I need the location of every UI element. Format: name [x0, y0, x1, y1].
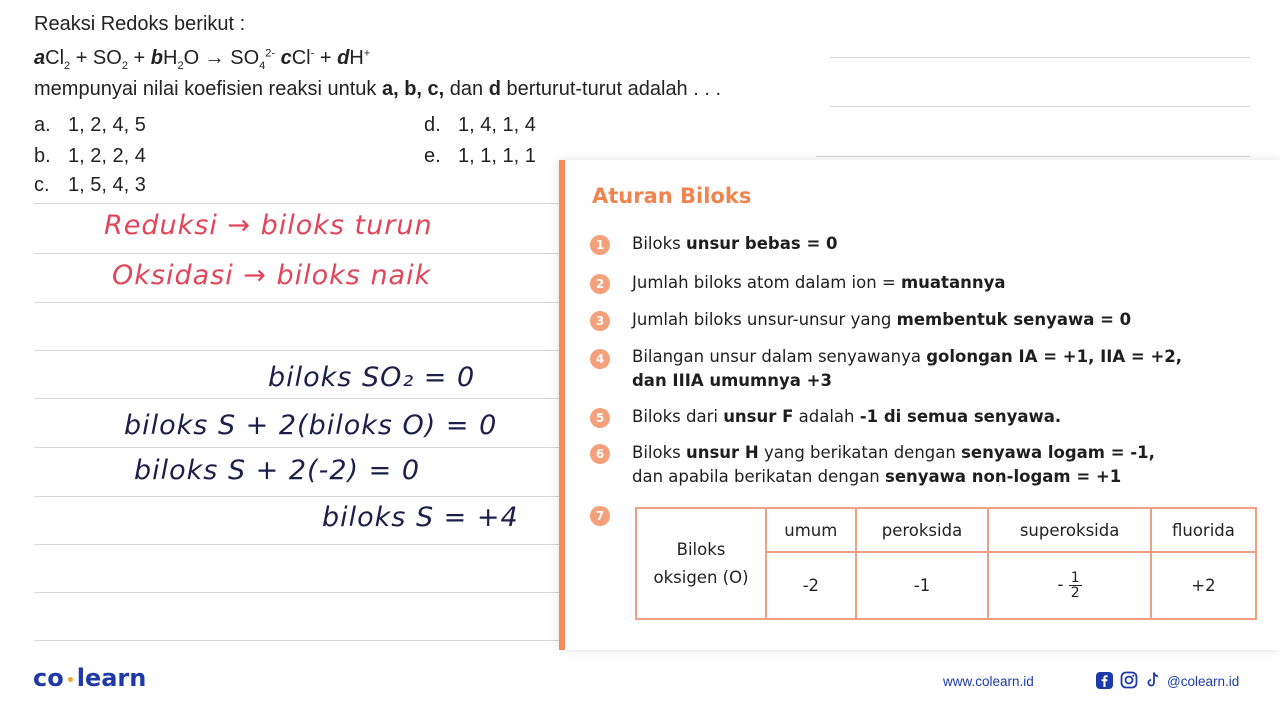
- rule-number: 3: [590, 311, 610, 331]
- ruled-line: [34, 592, 559, 593]
- rule-3: Jumlah biloks unsur-unsur yang membentuk senyawa = 0: [632, 310, 1132, 329]
- rule-number: 2: [590, 274, 610, 294]
- rule-number: 1: [590, 235, 610, 255]
- instagram-icon[interactable]: [1120, 671, 1138, 689]
- ruled-line: [34, 398, 559, 399]
- oxygen-oxidation-table: [635, 507, 1257, 620]
- facebook-icon[interactable]: [1095, 671, 1113, 689]
- ruled-line: [34, 447, 559, 448]
- colearn-logo[interactable]: co learn: [33, 664, 147, 692]
- handwritten-step-3: biloks S + 2(-2) = 0: [134, 455, 421, 486]
- table-cell: -2: [766, 552, 856, 619]
- table-row-label: Biloks oksigen (O): [636, 508, 766, 619]
- ruled-line: [816, 156, 1250, 157]
- card-accent-bar: [559, 160, 565, 650]
- option-b[interactable]: b. 1, 2, 2, 4: [34, 145, 146, 167]
- rule-number: 7: [590, 506, 610, 526]
- ruled-line: [34, 544, 559, 545]
- handwritten-step-4: biloks S = +4: [322, 502, 519, 533]
- rule-2: Jumlah biloks atom dalam ion = muatannya: [632, 273, 1006, 292]
- option-d[interactable]: d. 1, 4, 1, 4: [424, 114, 536, 136]
- handwritten-reduksi: Reduksi → biloks turun: [104, 210, 433, 241]
- table-header: fluorida: [1151, 508, 1256, 552]
- rule-number: 6: [590, 444, 610, 464]
- handwritten-oksidasi: Oksidasi → biloks naik: [112, 260, 432, 291]
- table-cell: -1: [856, 552, 989, 619]
- table-cell: +2: [1151, 552, 1256, 619]
- table-header: peroksida: [856, 508, 989, 552]
- ruled-line: [34, 203, 559, 204]
- fraction: $\frac{1}{2}$: [1070, 570, 1080, 601]
- card-title: Aturan Biloks: [592, 184, 752, 208]
- question-prompt: mempunyai nilai koefisien reaksi untuk a, b, c, dan d berturut-turut adalah . . .: [34, 78, 722, 100]
- rule-number: 5: [590, 408, 610, 428]
- ruled-line: [34, 496, 559, 497]
- rule-number: 4: [590, 349, 610, 369]
- reaction-equation: $aCl_2 + SO_2 + bH_2O \to SO_4^{2-}$ cCl- + dH+: [34, 47, 371, 72]
- ruled-line: [830, 57, 1250, 58]
- tiktok-icon[interactable]: [1144, 671, 1162, 689]
- table-cell: - $\frac{1}{2}$: [988, 552, 1151, 619]
- option-e[interactable]: e. 1, 1, 1, 1: [424, 145, 536, 167]
- ruled-line: [34, 253, 559, 254]
- oxidation-rules-card: [559, 160, 1280, 650]
- rule-6: Biloks unsur H yang berikatan dengan senyawa logam = -1, dan apabila berikatan dengan senyawa non-logam = +1: [632, 443, 1155, 486]
- rule-4: Bilangan unsur dalam senyawanya golongan IA = +1, IIA = +2, dan IIIA umumnya +3: [632, 347, 1183, 390]
- question-intro: Reaksi Redoks berikut :: [34, 13, 246, 35]
- handwritten-step-1: biloks SO₂ = 0: [268, 362, 476, 393]
- website-link[interactable]: www.colearn.id: [943, 674, 1034, 689]
- handwritten-step-2: biloks S + 2(biloks O) = 0: [124, 410, 498, 441]
- rule-5: Biloks dari unsur F adalah -1 di semua senyawa.: [632, 407, 1062, 426]
- ruled-line: [34, 302, 559, 303]
- table-header: umum: [766, 508, 856, 552]
- ruled-line: [34, 350, 559, 351]
- table-header: superoksida: [988, 508, 1151, 552]
- social-handle[interactable]: @colearn.id: [1167, 674, 1240, 689]
- ruled-line: [830, 106, 1250, 107]
- rule-1: Biloks unsur bebas = 0: [632, 234, 838, 253]
- option-a[interactable]: a. 1, 2, 4, 5: [34, 114, 146, 136]
- option-c[interactable]: c. 1, 5, 4, 3: [34, 174, 146, 196]
- ruled-line: [34, 640, 559, 641]
